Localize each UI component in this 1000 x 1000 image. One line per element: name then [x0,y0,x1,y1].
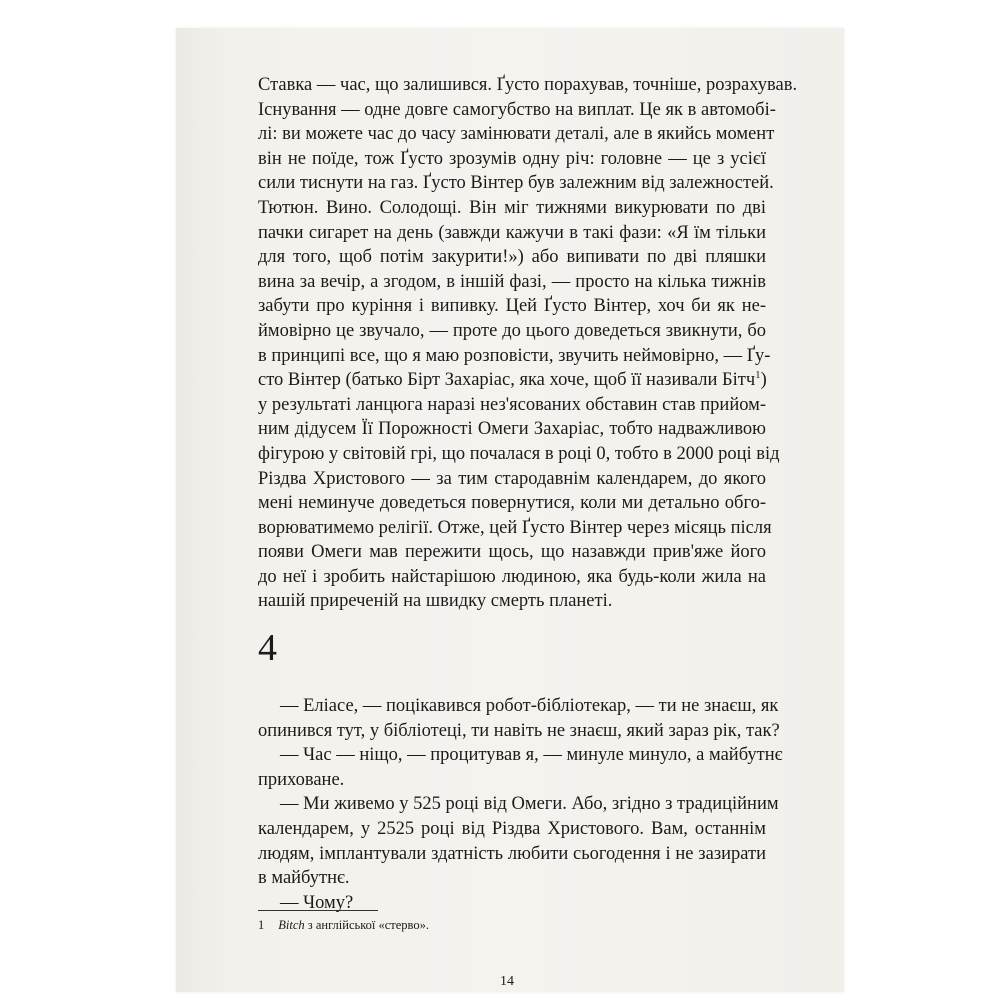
text-line: в майбутнє. [258,868,350,889]
text-line: ймовірно це звучало, — проте до цього доведеться звикнути, бо [258,320,766,341]
text-line: календарем, у 2525 році від Різдва Христового. Вам, останнім [258,818,766,839]
text-line: — Еліасе, — поцікавився робот-бібліотекар, — ти не знаєш, як [280,696,779,716]
line-text: сто Вінтер (батько Бірт Захаріас, яка хоче, щоб її називали Бітч [258,370,756,391]
text-line: людям, імплантували здатність любити сьогодення і не зазирати [258,843,766,864]
footnote-text: з англійської «стерво». [304,918,429,932]
text-line: мені неминуче доведеться повернутися, коли ми детально обго- [258,493,766,514]
dialogue-block [258,694,783,915]
body-paragraph [258,73,798,614]
text-line: у результаті ланцюга наразі нез'ясованих обставин став прийом- [258,394,766,415]
book-page [176,28,844,992]
footnote-italic-word: Bitch [278,918,305,932]
page-number: 14 [500,974,514,989]
text-line: Різдва Христового — за тим стародавнім календарем, до якого [258,468,766,489]
text-line: появи Омеги мав пережити щось, що назавжди прив'яже його [258,542,766,563]
text-line: забути про куріння і випивку. Цей Ґусто Вінтер, хоч би як не- [258,296,766,317]
text-line: — Чому? [280,892,354,913]
text-line: опинився тут, у бібліотеці, ти навіть не знаєш, який зараз рік, так? [258,720,780,741]
text-line: для того, щоб потім закурити!») або випивати по дві пляшки [258,247,766,268]
footnote-divider [258,910,378,911]
text-line: фігурою у світовій грі, що почалася в році 0, тобто в 2000 році від [258,443,780,464]
text-line: приховане. [258,769,345,790]
text-line: Тютюн. Вино. Солодощі. Він міг тижнями викурювати по дві [258,197,766,218]
closing-paren: ) [760,370,767,391]
text-line: — Ми живемо у 525 році від Омеги. Або, згідно з традиційним [280,794,779,815]
text-line: в принципі все, що я маю розповісти, звучить неймовірно, — Ґу- [258,345,771,366]
footnote-reference: 1 [755,368,761,381]
text-line: — Час — ніщо, — процитував я, — минуле минуло, а майбутнє [280,745,783,766]
footnote [258,918,429,933]
text-line: Ставка — час, що залишився. Ґусто порахував, точніше, розрахував. [258,75,798,95]
text-line: до неї і зробить найстарішою людиною, яка будь-коли жила на [258,566,766,587]
chapter-number: 4 [258,627,277,669]
text-line: ворюватимемо релігії. Отже, цей Ґусто Вінтер через місяць після [258,517,772,538]
text-line: він не поїде, тож Ґусто зрозумів одну річ: головне — це з усієї [258,148,766,169]
text-line [258,368,766,393]
text-line: сили тиснути на газ. Ґусто Вінтер був залежним від залежностей. [258,173,774,194]
text-line: ним дідусем Її Порожності Омеги Захаріас, тобто надважливою [258,419,766,440]
footnote-number: 1 [258,918,265,932]
text-line: лі: ви можете час до часу замінювати деталі, але в якийсь момент [258,124,775,145]
text-line: Існування — одне довге самогубство на виплат. Це як в автомобі- [258,99,776,120]
text-line: вина за вечір, а згодом, в іншій фазі, — просто на кілька тижнів [258,271,766,292]
text-line: пачки сигарет на день (завжди кажучи в такі фази: «Я їм тільки [258,222,766,243]
text-line: нашій приреченій на швидку смерть планеті. [258,591,613,612]
